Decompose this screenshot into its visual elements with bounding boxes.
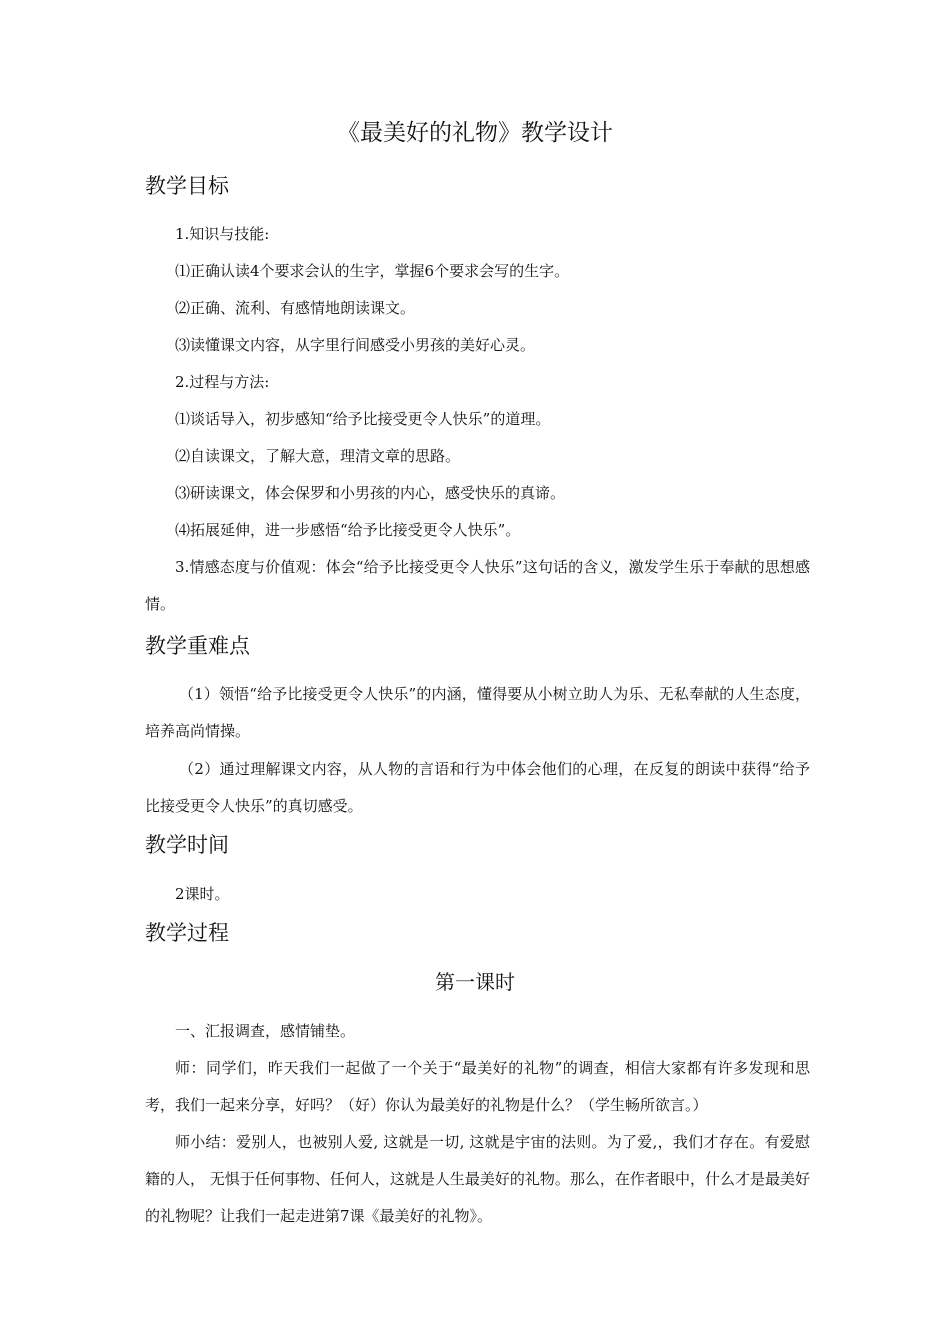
goal-item: ⑴正确认读4个要求会认的生字，掌握6个要求会写的生字。 bbox=[175, 262, 570, 280]
key-point-item: （2）通过理解课文内容，从人物的言语和行为中体会他们的心理，在反复的朗读中获得“给予比接受更令人快乐”的真切感受。 bbox=[145, 760, 810, 815]
heading-teaching-goals: 教学目标 bbox=[145, 174, 229, 198]
goal-item: 1.知识与技能: bbox=[175, 225, 270, 243]
teaching-time-text: 2课时。 bbox=[175, 885, 230, 903]
process-paragraph: 一、汇报调查，感情铺垫。 bbox=[175, 1022, 356, 1040]
goal-item: ⑴谈话导入，初步感知“给予比接受更令人快乐”的道理。 bbox=[175, 410, 551, 428]
goal-item: 2.过程与方法: bbox=[175, 373, 270, 391]
heading-teaching-time: 教学时间 bbox=[145, 833, 229, 857]
process-paragraph: 师小结：爱别人，也被别人爱, 这就是一切, 这就是宇宙的法则。为了爱,，我们才存在。有爱慰籍的人， 无惧于任何事物、任何人，这就是人生最美好的礼物。那么，在作者眼中，什么才是最美好的礼物呢？让我们一起走进第7课《最美好的礼物》。 bbox=[145, 1133, 810, 1225]
goal-item: ⑷拓展延伸，进一步感悟“给予比接受更令人快乐”。 bbox=[175, 521, 521, 539]
goal-item: 3.情感态度与价值观：体会“给予比接受更令人快乐”这句话的含义，激发学生乐于奉献的思想感情。 bbox=[145, 558, 810, 613]
goal-item: ⑶研读课文，体会保罗和小男孩的内心，感受快乐的真谛。 bbox=[175, 484, 566, 502]
goal-item: ⑵正确、流利、有感情地朗读课文。 bbox=[175, 299, 416, 317]
heading-teaching-process: 教学过程 bbox=[145, 921, 229, 945]
key-point-item: （1）领悟“给予比接受更令人快乐”的内涵，懂得要从小树立助人为乐、无私奉献的人生态度，培养高尚情操。 bbox=[145, 685, 810, 740]
goal-item: ⑵自读课文，了解大意，理清文章的思路。 bbox=[175, 447, 461, 465]
document-title: 《最美好的礼物》教学设计 bbox=[337, 120, 613, 146]
lesson-title: 第一课时 bbox=[435, 970, 515, 994]
process-paragraph: 师：同学们，昨天我们一起做了一个关于“最美好的礼物”的调查，相信大家都有许多发现和思考，我们一起来分享，好吗？（好）你认为最美好的礼物是什么？（学生畅所欲言。） bbox=[145, 1059, 810, 1114]
goal-item: ⑶读懂课文内容，从字里行间感受小男孩的美好心灵。 bbox=[175, 336, 536, 354]
heading-key-points: 教学重难点 bbox=[145, 634, 250, 658]
